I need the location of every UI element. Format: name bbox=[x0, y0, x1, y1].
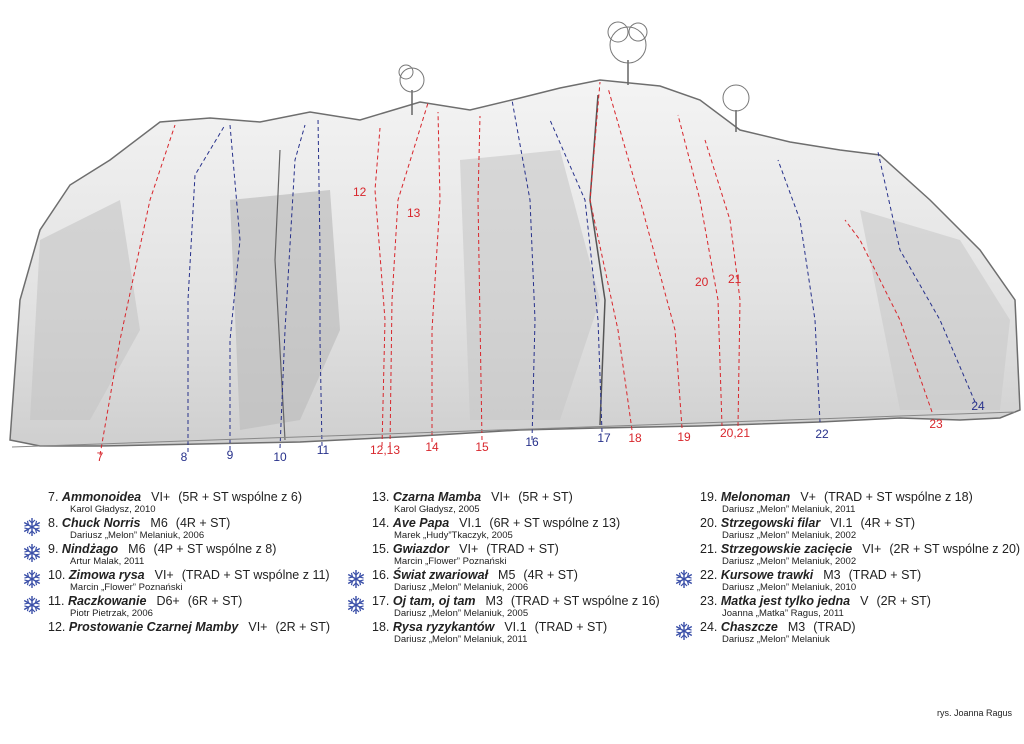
route-description: (5R + ST wspólne z 6) bbox=[178, 490, 303, 504]
route-number: 19. bbox=[700, 490, 718, 504]
route-grade: M6 bbox=[128, 542, 146, 556]
route-author: Dariusz „Melon” Melaniuk, 2002 bbox=[722, 556, 857, 567]
route-name: Nindżago bbox=[61, 542, 119, 556]
route-grade: M5 bbox=[498, 568, 516, 582]
route-number: 15. bbox=[372, 542, 390, 556]
route-description: (TRAD + ST wspólne z 11) bbox=[181, 568, 330, 582]
route-label: 12,13 bbox=[369, 443, 401, 457]
route-label: 8 bbox=[180, 450, 188, 464]
route-name: Chaszcze bbox=[720, 620, 778, 634]
route-entry bbox=[372, 620, 672, 645]
route-title-line bbox=[372, 620, 672, 634]
route-number: 17. bbox=[372, 594, 390, 608]
route-grade: D6+ bbox=[156, 594, 180, 608]
route-grade: M3 bbox=[823, 568, 841, 582]
route-name: Matka jest tylko jedna bbox=[720, 594, 851, 608]
route-title-line bbox=[372, 490, 672, 504]
route-title-line bbox=[48, 516, 348, 530]
route-grade: VI.1 bbox=[504, 620, 527, 634]
route-author: Piotr Pietrzak, 2006 bbox=[70, 608, 153, 619]
route-number: 7. bbox=[48, 490, 59, 504]
route-grade: V+ bbox=[800, 490, 816, 504]
route-number: 13. bbox=[372, 490, 390, 504]
route-number: 14. bbox=[372, 516, 390, 530]
route-grade: M3 bbox=[787, 620, 806, 634]
route-entry bbox=[372, 516, 672, 541]
route-label: 9 bbox=[226, 448, 234, 462]
route-author: Dariusz „Melon” Melaniuk, 2010 bbox=[722, 582, 857, 593]
route-description: (5R + ST) bbox=[518, 490, 573, 504]
route-grade: VI+ bbox=[151, 490, 171, 504]
route-author: Dariusz „Melon” Melaniuk, 2006 bbox=[70, 530, 205, 541]
route-description: (TRAD + ST) bbox=[486, 542, 559, 556]
route-entry bbox=[48, 594, 348, 619]
route-number: 24. bbox=[700, 620, 718, 634]
snowflake-icon bbox=[22, 569, 42, 589]
route-name: Chuck Norris bbox=[61, 516, 141, 530]
route-author: Joanna „Matka” Ragus, 2011 bbox=[722, 608, 844, 619]
route-label: 7 bbox=[96, 450, 104, 464]
route-description: (6R + ST wspólne z 13) bbox=[489, 516, 621, 530]
drawing-credit: rys. Joanna Ragus bbox=[936, 708, 1012, 718]
route-number: 8. bbox=[48, 516, 59, 530]
snowflake-icon bbox=[22, 595, 42, 615]
route-label: 19 bbox=[677, 430, 691, 444]
route-name: Strzegowski filar bbox=[720, 516, 821, 530]
route-label: 10 bbox=[273, 450, 287, 464]
route-description: (TRAD) bbox=[813, 620, 856, 634]
route-description: (TRAD + ST) bbox=[534, 620, 608, 634]
route-number: 16. bbox=[372, 568, 390, 582]
route-entry bbox=[700, 542, 1020, 567]
route-name: Rysa ryzykantów bbox=[392, 620, 495, 634]
route-title-line bbox=[372, 594, 672, 608]
route-grade: V bbox=[860, 594, 869, 608]
route-grade: VI.1 bbox=[459, 516, 482, 530]
route-label: 16 bbox=[525, 435, 539, 449]
route-description: (TRAD + ST) bbox=[848, 568, 922, 582]
route-list-column-2 bbox=[372, 490, 672, 646]
route-author: Marcin „Flower” Poznański bbox=[394, 556, 507, 567]
route-title-line bbox=[700, 568, 1020, 582]
route-name: Oj tam, oj tam bbox=[392, 594, 476, 608]
route-name: Ammonoidea bbox=[61, 490, 142, 504]
route-label: 14 bbox=[425, 440, 439, 454]
route-title-line bbox=[48, 620, 348, 634]
route-number: 9. bbox=[48, 542, 59, 556]
route-title-line bbox=[48, 490, 348, 504]
route-title-line bbox=[700, 594, 1020, 608]
route-name: Strzegowskie zacięcie bbox=[720, 542, 853, 556]
route-number: 22. bbox=[700, 568, 718, 582]
route-author: Dariusz „Melon” Melaniuk, 2011 bbox=[722, 504, 856, 515]
route-number: 20. bbox=[700, 516, 718, 530]
route-number: 12. bbox=[48, 620, 66, 634]
route-label: 15 bbox=[475, 440, 489, 454]
route-name: Czarna Mamba bbox=[392, 490, 482, 504]
route-title-line bbox=[700, 516, 1020, 530]
snowflake-icon bbox=[674, 569, 694, 589]
route-list-column-3 bbox=[700, 490, 1020, 646]
route-description: (TRAD + ST wspólne z 16) bbox=[510, 594, 660, 608]
route-entry bbox=[48, 516, 348, 541]
tree-icon bbox=[608, 22, 647, 85]
route-entry bbox=[700, 620, 1020, 645]
route-name: Raczkowanie bbox=[67, 594, 147, 608]
route-label: 20,21 bbox=[719, 426, 751, 440]
route-author: Artur Malak, 2011 bbox=[70, 556, 145, 567]
route-title-line bbox=[48, 594, 348, 608]
route-entry bbox=[372, 542, 672, 567]
route-number: 10. bbox=[48, 568, 66, 582]
inline-route-label: 13 bbox=[407, 206, 421, 220]
route-label: 23 bbox=[929, 417, 943, 431]
route-description: (2R + ST) bbox=[876, 594, 931, 608]
route-name: Zimowa rysa bbox=[68, 568, 145, 582]
route-entry bbox=[700, 594, 1020, 619]
route-entry bbox=[48, 620, 348, 634]
route-entry bbox=[700, 568, 1020, 593]
route-grade: M3 bbox=[485, 594, 503, 608]
route-grade: VI+ bbox=[154, 568, 174, 582]
route-entry bbox=[48, 490, 348, 515]
inline-route-label: 20 bbox=[695, 275, 709, 289]
route-number: 18. bbox=[372, 620, 390, 634]
route-name: Gwiazdor bbox=[392, 542, 450, 556]
route-title-line bbox=[372, 542, 672, 556]
route-grade: VI+ bbox=[491, 490, 511, 504]
route-author: Dariusz „Melon” Melaniuk, 2002 bbox=[722, 530, 857, 541]
route-name: Świat zwariował bbox=[392, 568, 489, 582]
route-number: 23. bbox=[700, 594, 718, 608]
route-title-line bbox=[700, 490, 1020, 504]
route-description: (2R + ST) bbox=[275, 620, 331, 634]
route-author: Dariusz „Melon” Melaniuk, 2011 bbox=[394, 634, 528, 645]
route-label: 24 bbox=[971, 399, 985, 413]
route-author: Marek „Hudy”Tkaczyk, 2005 bbox=[394, 530, 513, 541]
route-entry bbox=[48, 542, 348, 567]
route-label: 22 bbox=[815, 427, 829, 441]
route-label: 11 bbox=[316, 443, 330, 457]
route-description: (4R + ST) bbox=[175, 516, 231, 530]
route-name: Prostowanie Czarnej Mamby bbox=[68, 620, 239, 634]
route-description: (6R + ST) bbox=[187, 594, 243, 608]
inline-route-label: 21 bbox=[728, 272, 742, 286]
inline-route-label: 12 bbox=[353, 185, 367, 199]
route-description: (4R + ST) bbox=[860, 516, 915, 530]
route-description: (2R + ST wspólne z 20) bbox=[889, 542, 1021, 556]
route-author: Dariusz „Melon” Melaniuk, 2005 bbox=[394, 608, 529, 619]
route-list-column-1 bbox=[48, 490, 348, 635]
route-grade: M6 bbox=[150, 516, 168, 530]
snowflake-icon bbox=[22, 517, 42, 537]
route-entry bbox=[372, 594, 672, 619]
route-entry bbox=[700, 516, 1020, 541]
route-title-line bbox=[372, 516, 672, 530]
route-name: Ave Papa bbox=[392, 516, 450, 530]
route-title-line bbox=[48, 542, 348, 556]
route-grade: VI.1 bbox=[830, 516, 853, 530]
route-description: (TRAD + ST wspólne z 18) bbox=[823, 490, 973, 504]
route-grade: VI+ bbox=[862, 542, 882, 556]
snowflake-icon bbox=[22, 543, 42, 563]
route-number: 11. bbox=[48, 594, 65, 608]
route-name: Melonoman bbox=[720, 490, 791, 504]
route-number: 21. bbox=[700, 542, 718, 556]
route-name: Kursowe trawki bbox=[720, 568, 814, 582]
route-description: (4R + ST) bbox=[523, 568, 578, 582]
snowflake-icon bbox=[674, 621, 694, 641]
route-title-line bbox=[700, 542, 1020, 556]
route-grade: VI+ bbox=[459, 542, 479, 556]
route-entry bbox=[372, 568, 672, 593]
route-label: 17 bbox=[597, 431, 611, 445]
route-entry bbox=[372, 490, 672, 515]
route-title-line bbox=[700, 620, 1020, 634]
route-entry bbox=[48, 568, 348, 593]
route-author: Dariusz „Melon” Melaniuk, 2006 bbox=[394, 582, 529, 593]
snowflake-icon bbox=[346, 595, 366, 615]
route-author: Dariusz „Melon” Melaniuk bbox=[722, 634, 830, 645]
route-author: Karol Gładysz, 2005 bbox=[394, 504, 480, 515]
route-author: Karol Gładysz, 2010 bbox=[70, 504, 156, 515]
route-title-line bbox=[48, 568, 348, 582]
snowflake-icon bbox=[346, 569, 366, 589]
route-grade: VI+ bbox=[248, 620, 268, 634]
route-label: 18 bbox=[628, 431, 642, 445]
route-title-line bbox=[372, 568, 672, 582]
route-entry bbox=[700, 490, 1020, 515]
route-author: Marcin „Flower” Poznański bbox=[70, 582, 183, 593]
route-description: (4P + ST wspólne z 8) bbox=[153, 542, 277, 556]
